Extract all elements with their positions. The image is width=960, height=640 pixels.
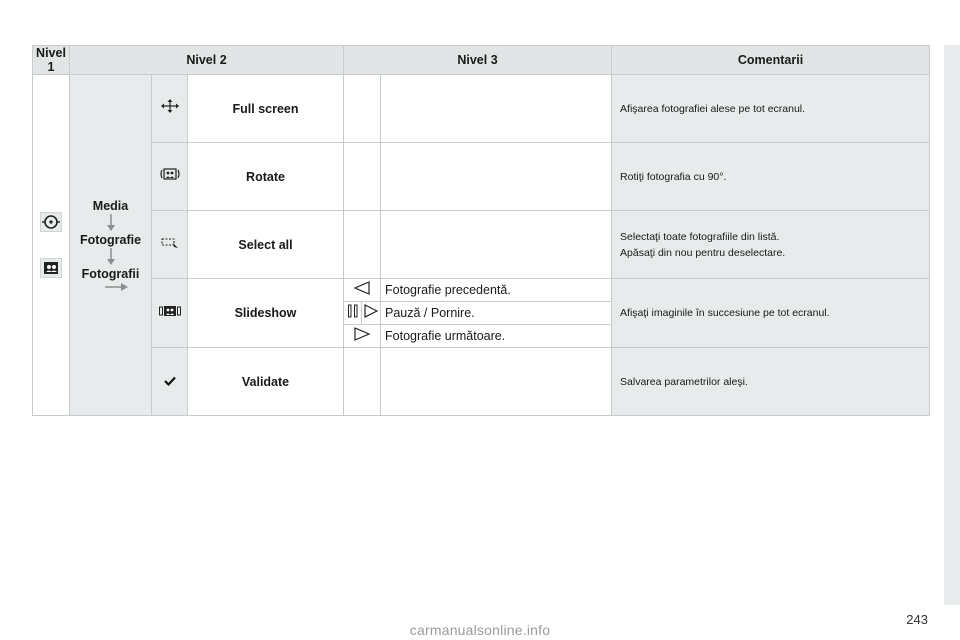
watermark-text: carmanualsonline.info [409, 622, 551, 638]
play-icon-cell [362, 302, 381, 325]
next-icon [353, 327, 371, 341]
nivel2-cell [70, 75, 152, 416]
fullscreen-icon-cell [152, 75, 188, 143]
select-all-icon-cell [152, 211, 188, 279]
rotate-icon-cell [152, 143, 188, 211]
nivel2-fotografii-label: Fotografii [81, 267, 140, 281]
header-nivel1: Nivel 1 [33, 46, 70, 75]
slideshow-icon [159, 305, 181, 317]
pause-icon [347, 304, 359, 318]
row-label-select-all: Select all [188, 211, 344, 279]
pause-icon-cell [344, 302, 362, 325]
table-row-rotate [33, 143, 930, 211]
next-icon-cell [344, 325, 381, 348]
row-label-rotate: Rotate [188, 143, 344, 211]
nivel1-cell [33, 75, 70, 416]
header-nivel3: Nivel 3 [344, 46, 612, 75]
arrow-down-icon [105, 248, 117, 266]
table-row-full-screen [33, 75, 930, 143]
table-row-select-all [33, 211, 930, 279]
nivel2-media-label: Media [92, 199, 129, 213]
control-text-next: Fotografie următoare. [381, 325, 612, 348]
arrow-down-icon [105, 214, 117, 232]
table-row-validate [33, 348, 930, 416]
right-margin-bar [944, 45, 960, 605]
media-disc-icon [40, 212, 62, 232]
comment-rotate: Rotiţi fotografia cu 90°. [612, 143, 930, 211]
photo-menu-table [32, 45, 930, 416]
fullscreen-icon [161, 99, 179, 113]
comment-full-screen: Afişarea fotografiei alese pe tot ecranul. [612, 75, 930, 143]
header-comentarii: Comentarii [612, 46, 930, 75]
previous-icon-cell [344, 279, 381, 302]
table-row-slideshow [33, 279, 930, 302]
slideshow-icon-cell [152, 279, 188, 348]
check-icon-cell [152, 348, 188, 416]
comment-validate: Salvarea parametrilor aleşi. [612, 348, 930, 416]
check-icon [164, 376, 176, 386]
header-nivel2: Nivel 2 [70, 46, 344, 75]
control-text-pause-play: Pauză / Pornire. [381, 302, 612, 325]
nivel2-fotografie-label: Fotografie [79, 233, 142, 247]
play-icon [364, 304, 378, 318]
row-label-full-screen: Full screen [188, 75, 344, 143]
header-row [33, 46, 930, 75]
comment-select-all: Selectaţi toate fotografiile din listă. Apăsaţi din nou pentru deselectare. [612, 211, 930, 279]
previous-icon [353, 281, 371, 295]
photo-icon [40, 258, 62, 278]
select-all-icon [161, 237, 179, 249]
arrow-right-icon [105, 282, 129, 292]
rotate-icon [159, 167, 181, 181]
row-label-validate: Validate [188, 348, 344, 416]
control-text-previous: Fotografie precedentă. [381, 279, 612, 302]
page-number: 243 [906, 612, 928, 627]
row-label-slideshow: Slideshow [188, 279, 344, 348]
comment-slideshow: Afişaţi imaginile în succesiune pe tot ecranul. [612, 279, 930, 348]
